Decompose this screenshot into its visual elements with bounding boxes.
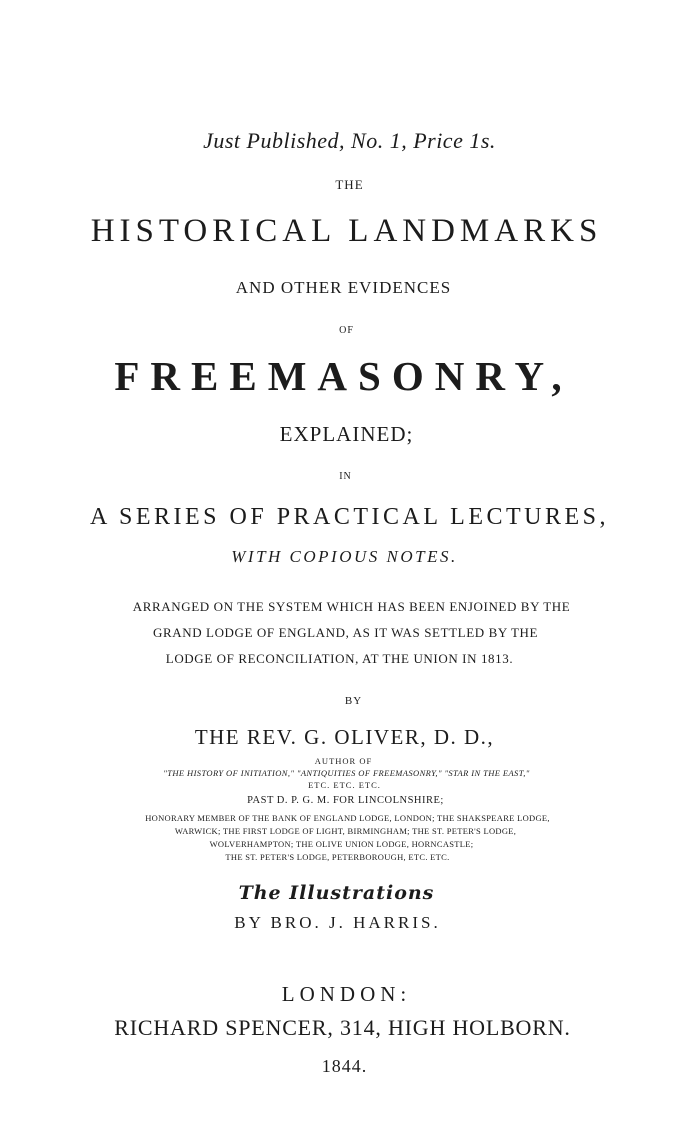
- copious-notes: WITH COPIOUS NOTES.: [231, 547, 458, 566]
- publication-city: LONDON:: [281, 982, 412, 1006]
- arrangement-line-3: LODGE OF RECONCILIATION, AT THE UNION IN 1813.: [165, 651, 514, 666]
- arrangement-line-2: GRAND LODGE OF ENGLAND, AS IT WAS SETTLED BY THE: [152, 625, 539, 640]
- membership-line-1: HONORARY MEMBER OF THE BANK OF ENGLAND LODGE, LONDON; THE SHAKSPEARE LODGE,: [145, 813, 550, 823]
- publication-year: 1844.: [321, 1056, 368, 1076]
- membership-line-3: WOLVERHAMPTON; THE OLIVE UNION LODGE, HORNCASTLE;: [209, 839, 474, 849]
- subtitle-other-evidences: AND OTHER EVIDENCES: [235, 278, 452, 297]
- illustrator-credit: BY BRO. J. HARRIS.: [234, 913, 441, 932]
- author-works-etc: ETC. ETC. ETC.: [308, 780, 381, 790]
- author-works: "THE HISTORY OF INITIATION," "ANTIQUITIES OF FREEMASONRY," "STAR IN THE EAST,": [163, 768, 530, 778]
- membership-line-4: THE ST. PETER'S LODGE, PETERBOROUGH, ETC. ETC.: [225, 852, 450, 862]
- title-historical-landmarks: HISTORICAL LANDMARKS: [90, 213, 603, 249]
- announcement-line: Just Published, No. 1, Price 1s.: [203, 128, 496, 153]
- series-of-lectures: A SERIES OF PRACTICAL LECTURES,: [90, 504, 609, 530]
- word-by: BY: [344, 695, 363, 707]
- publisher-address: RICHARD SPENCER, 314, HIGH HOLBORN.: [114, 1015, 571, 1040]
- membership-line-2: WARWICK; THE FIRST LODGE OF LIGHT, BIRMINGHAM; THE ST. PETER'S LODGE,: [174, 826, 517, 836]
- author-of: AUTHOR OF: [314, 756, 373, 766]
- past-office: PAST D. P. G. M. FOR LINCOLNSHIRE;: [247, 795, 444, 806]
- illustrations-heading: The Illustrations: [238, 882, 435, 904]
- word-in: IN: [339, 471, 352, 482]
- word-of: OF: [339, 325, 354, 336]
- arrangement-line-1: ARRANGED ON THE SYSTEM WHICH HAS BEEN ENJOINED BY THE: [132, 599, 571, 614]
- article-the: THE: [335, 177, 364, 192]
- author-name: THE REV. G. OLIVER, D. D.,: [194, 725, 495, 749]
- title-freemasonry: FREEMASONRY,: [114, 353, 573, 399]
- word-explained: EXPLAINED;: [279, 422, 414, 446]
